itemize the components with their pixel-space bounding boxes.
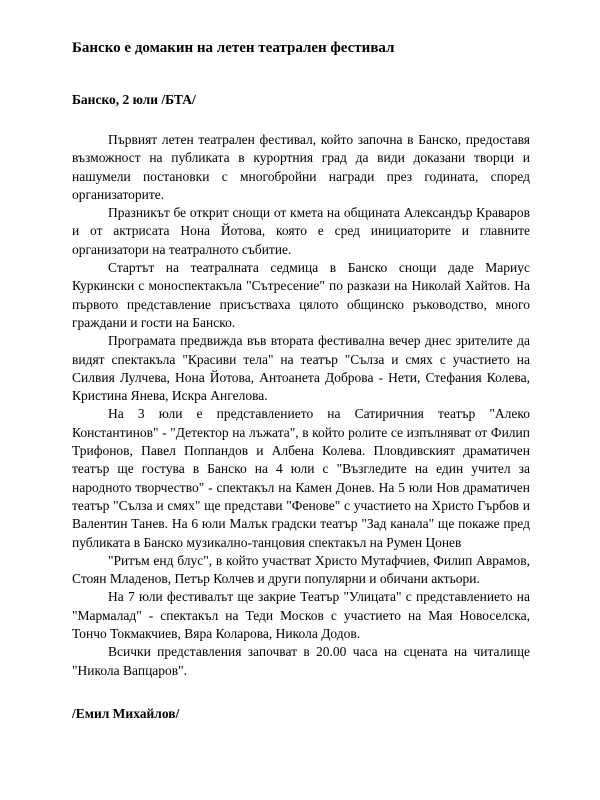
- article-author: /Емил Михайлов/: [72, 705, 180, 721]
- paragraph: "Ритъм енд блус", в който участват Христо Мутафчиев, Филип Аврамов, Стоян Младенов, Петър Колчев и други популярни и обичани актьори.: [72, 552, 530, 587]
- paragraph: Стартът на театралната седмица в Банско снощи даде Мариус Куркински с моноспектакъла "Сътресение" по разкази на Николай Хайтов. На първото представление присъстваха цялото общинско ръководство, много граждани и гости на Банско.: [72, 260, 530, 330]
- article-title: Банско е домакин на летен театрален фестивал: [72, 40, 395, 56]
- paragraph: Първият летен театрален фестивал, който започна в Банско, предоставя възможност на публиката в курортния град да види доказани творци и нашумели постановки с многобройни награди през годината, според организаторите.: [72, 132, 530, 202]
- article: [72, 38, 530, 723]
- article-dateline: Банско, 2 юли /БТА/: [72, 92, 196, 107]
- paragraph: На 3 юли е представлението на Сатиричния театър "Алеко Константинов" - "Детектор на лъжата", в който ролите се изпълняват от Филип Трифонов, Павел Поппандов и Албена Колева. Пловдивският драматичен театър ще гостува в Банско на 4 юли с "Възгледите на един учител за народното творчество" - спектакъл на Камен Донев. На 5 юли Нов драматичен театър "Сълза и смях" ще представи "Фенове" с участието на Христо Гърбов и Валентин Танев. На 6 юли Малък градски театър "Зад канала" ще покаже пред публиката в Банско музикално-танцовия спектакъл на Румен Цонев: [72, 406, 530, 550]
- paragraph: Програмата предвижда във втората фестивална вечер днес зрителите да видят спектакъла "Красиви тела" на театър "Сълза и смях с участието на Силвия Лулчева, Нона Йотова, Антоанета Доброва - Нети, Стефания Колева, Кристина Янева, Искра Ангелова.: [72, 333, 530, 404]
- article-body: [72, 131, 530, 680]
- paragraph: Всички представления започват в 20.00 часа на сцената на читалище "Никола Вапцаров".: [72, 644, 530, 678]
- paragraph: Празникът бе открит снощи от кмета на общината Александър Краваров и от актрисата Нона Йотова, която е сред инициаторите и главните организатори на театралното събитие.: [72, 205, 530, 257]
- paragraph: На 7 юли фестивалът ще закрие Театър "Улицата" с представлението на "Мармалад" - спектакъл на Теди Москов с участието на Мая Новоселска, Тончо Токмакчиев, Вяра Коларова, Никола Додов.: [72, 589, 530, 642]
